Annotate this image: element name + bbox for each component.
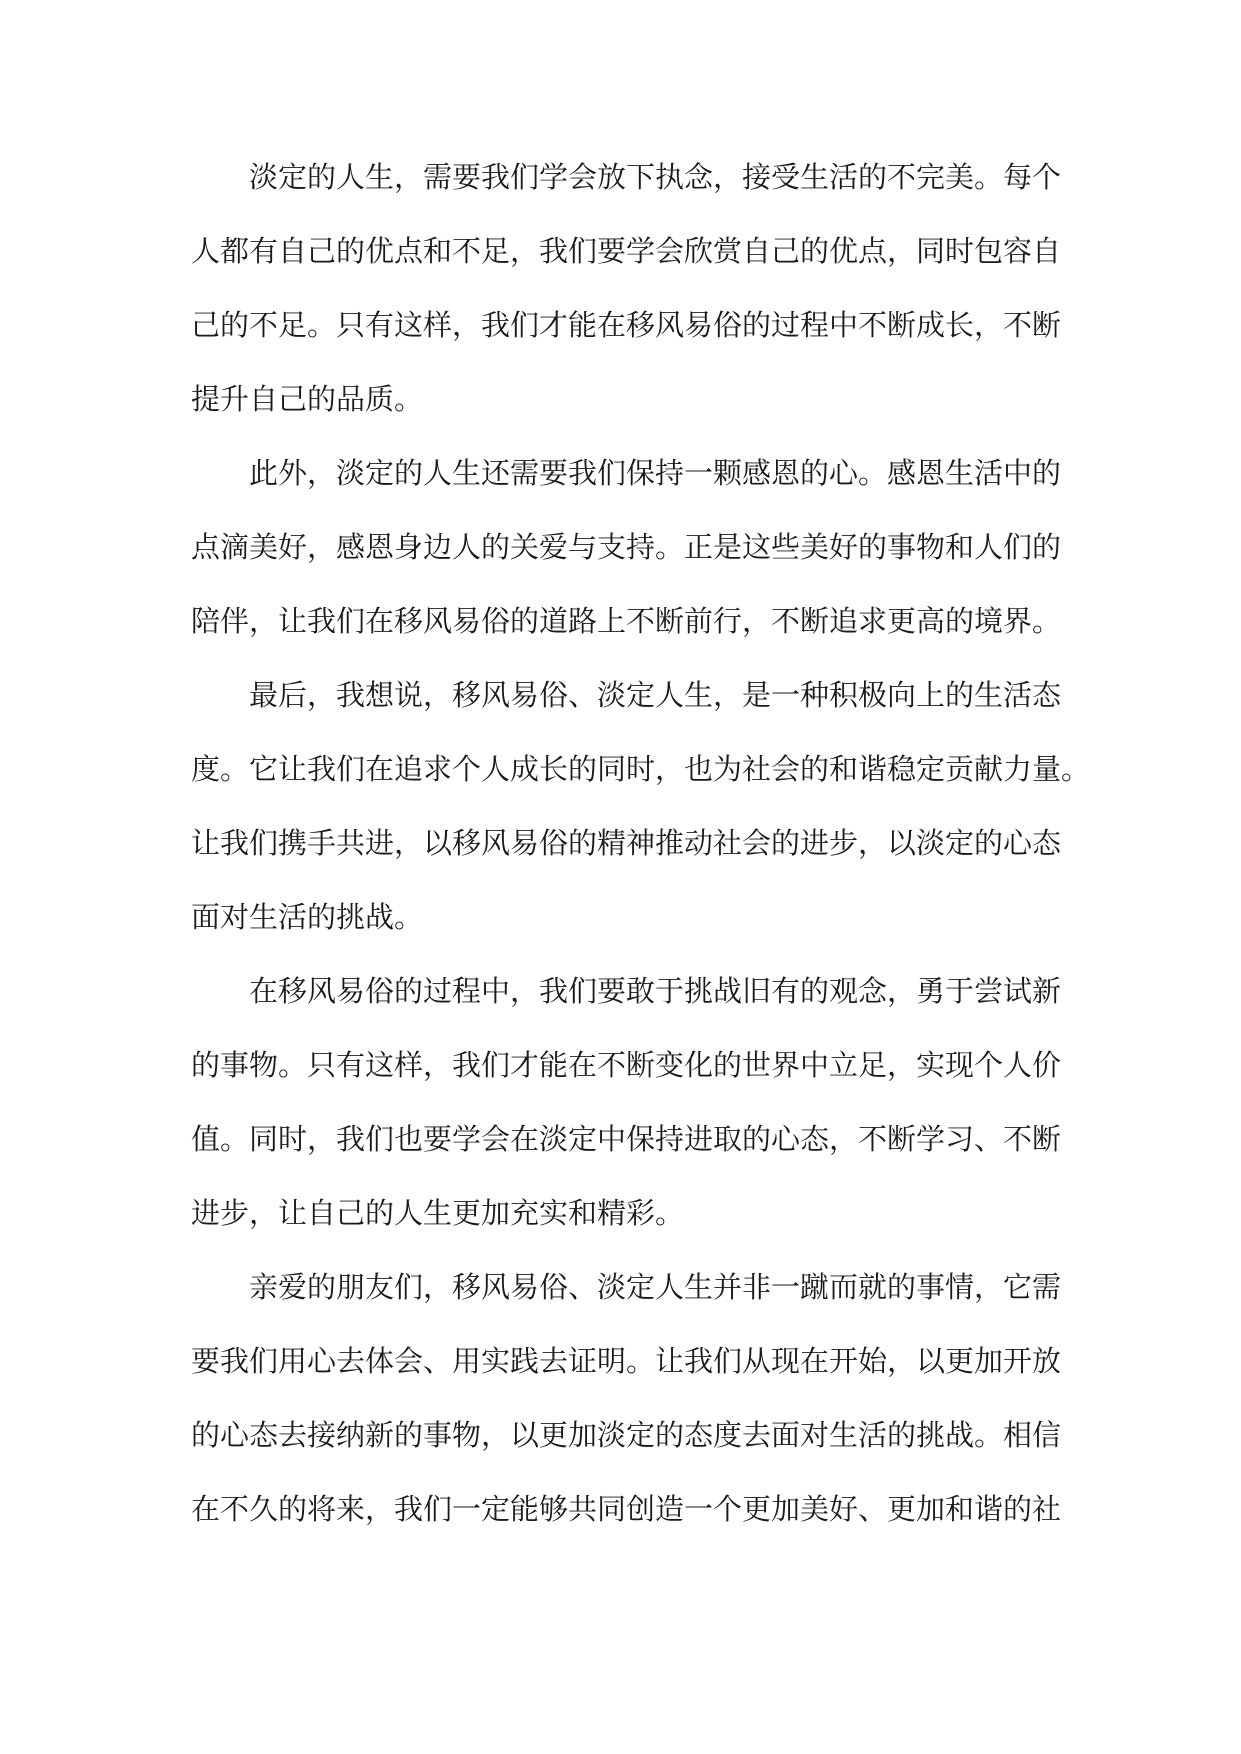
paragraph-3 — [191, 658, 1091, 954]
paragraph-line: 提升自己的品质。 — [191, 382, 424, 416]
document-body — [191, 140, 1091, 1546]
paragraph-line: 的事物。只有这样，我们才能在不断变化的世界中立足，实现个人价 — [191, 1048, 1062, 1082]
paragraph-line: 己的不足。只有这样，我们才能在移风易俗的过程中不断成长，不断 — [191, 308, 1062, 342]
paragraph-2 — [191, 436, 1062, 658]
paragraph-line: 最后，我想说，移风易俗、淡定人生，是一种积极向上的生活态 — [249, 678, 1062, 712]
paragraph-line: 度。它让我们在追求个人成长的同时，也为社会的和谐稳定贡献力量。 — [191, 752, 1091, 786]
paragraph-line: 面对生活的挑战。 — [191, 900, 424, 934]
paragraph-line: 人都有自己的优点和不足，我们要学会欣赏自己的优点，同时包容自 — [191, 234, 1062, 268]
paragraph-line: 陪伴，让我们在移风易俗的道路上不断前行，不断追求更高的境界。 — [191, 604, 1062, 638]
paragraph-1 — [191, 140, 1062, 436]
paragraph-line: 要我们用心去体会、用实践去证明。让我们从现在开始，以更加开放 — [191, 1344, 1062, 1378]
paragraph-5 — [191, 1250, 1062, 1546]
paragraph-line: 在不久的将来，我们一定能够共同创造一个更加美好、更加和谐的社 — [191, 1492, 1062, 1526]
paragraph-line: 亲爱的朋友们，移风易俗、淡定人生并非一蹴而就的事情，它需 — [249, 1270, 1062, 1304]
paragraph-line: 的心态去接纳新的事物，以更加淡定的态度去面对生活的挑战。相信 — [191, 1418, 1062, 1452]
paragraph-line: 让我们携手共进，以移风易俗的精神推动社会的进步，以淡定的心态 — [191, 826, 1062, 860]
paragraph-line: 点滴美好，感恩身边人的关爱与支持。正是这些美好的事物和人们的 — [191, 530, 1062, 564]
paragraph-line: 在移风易俗的过程中，我们要敢于挑战旧有的观念，勇于尝试新 — [249, 974, 1062, 1008]
paragraph-line: 淡定的人生，需要我们学会放下执念，接受生活的不完美。每个 — [249, 160, 1062, 194]
paragraph-4 — [191, 954, 1062, 1250]
paragraph-line: 此外，淡定的人生还需要我们保持一颗感恩的心。感恩生活中的 — [249, 456, 1062, 490]
paragraph-line: 进步，让自己的人生更加充实和精彩。 — [191, 1196, 685, 1230]
paragraph-line: 值。同时，我们也要学会在淡定中保持进取的心态，不断学习、不断 — [191, 1122, 1062, 1156]
